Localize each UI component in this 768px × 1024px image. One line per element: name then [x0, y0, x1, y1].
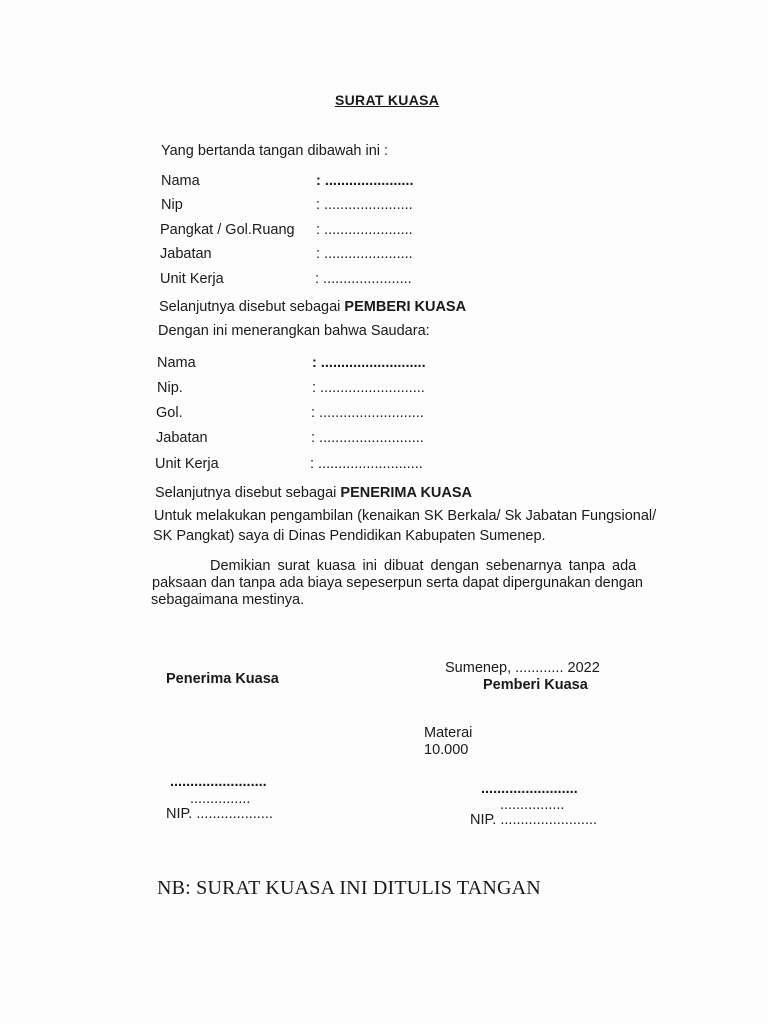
penerima-gol-value: : .......................... — [311, 405, 424, 421]
pemberi-nama-label: Nama — [161, 173, 200, 189]
penerima-caption-term: PENERIMA KUASA — [340, 485, 473, 501]
penerima-caption-prefix: Selanjutnya disebut sebagai — [155, 485, 341, 501]
intro-text: Yang bertanda tangan dibawah ini : — [161, 143, 389, 159]
penerima-sign-label: Penerima Kuasa — [166, 671, 279, 687]
right-signature-sub-dots: ................ — [500, 797, 565, 813]
left-signature-name-dots: ........................ — [170, 774, 267, 790]
pemberi-unit-kerja-label: Unit Kerja — [160, 271, 224, 287]
pemberi-pangkat-value: : ...................... — [316, 222, 413, 238]
pemberi-jabatan-label: Jabatan — [160, 246, 212, 262]
left-signature-nip: NIP. ................... — [166, 806, 273, 822]
penerima-caption — [155, 485, 472, 501]
closing-line-1: Demikian surat kuasa ini dibuat dengan sebenarnya tanpa ada — [210, 558, 637, 574]
left-signature-sub-dots: ............... — [190, 791, 251, 807]
pemberi-sign-label: Pemberi Kuasa — [483, 677, 588, 693]
penerima-nama-value: : .......................... — [312, 355, 426, 371]
pemberi-unit-kerja-value: : ...................... — [315, 271, 412, 287]
pemberi-jabatan-value: : ...................... — [316, 246, 413, 262]
place-date: Sumenep, ............ 2022 — [445, 660, 600, 676]
penerima-intro-text: Dengan ini menerangkan bahwa Saudara: — [158, 323, 430, 339]
penerima-nama-label: Nama — [157, 355, 196, 371]
purpose-line-1: Untuk melakukan pengambilan (kenaikan SK Berkala/ Sk Jabatan Fungsional/ — [154, 508, 657, 524]
penerima-unit-kerja-value: : .......................... — [310, 456, 423, 472]
pemberi-pangkat-label: Pangkat / Gol.Ruang — [160, 222, 295, 238]
penerima-nip-label: Nip. — [157, 380, 183, 396]
purpose-line-2: SK Pangkat) saya di Dinas Pendidikan Kabupaten Sumenep. — [153, 528, 546, 544]
penerima-jabatan-label: Jabatan — [156, 430, 208, 446]
pemberi-nip-label: Nip — [161, 197, 183, 213]
penerima-jabatan-value: : .......................... — [311, 430, 424, 446]
materai-value: 10.000 — [424, 742, 469, 758]
pemberi-caption-prefix: Selanjutnya disebut sebagai — [159, 299, 345, 315]
penerima-nip-value: : .......................... — [312, 380, 425, 396]
closing-line-2: paksaan dan tanpa ada biaya sepeserpun serta dapat dipergunakan dengan — [152, 575, 643, 591]
footnote: NB: SURAT KUASA INI DITULIS TANGAN — [157, 877, 541, 899]
pemberi-caption-term: PEMBERI KUASA — [344, 299, 467, 315]
pemberi-nama-value: : ...................... — [316, 173, 414, 189]
right-signature-nip: NIP. ........................ — [470, 812, 598, 828]
pemberi-nip-value: : ...................... — [316, 197, 413, 213]
penerima-unit-kerja-label: Unit Kerja — [155, 456, 219, 472]
document-title: SURAT KUASA — [335, 92, 440, 108]
closing-line-3: sebagaimana mestinya. — [151, 592, 305, 608]
pemberi-caption — [159, 299, 466, 315]
materai-label: Materai — [424, 725, 473, 741]
right-signature-name-dots: ........................ — [481, 781, 578, 797]
penerima-gol-label: Gol. — [156, 405, 183, 421]
